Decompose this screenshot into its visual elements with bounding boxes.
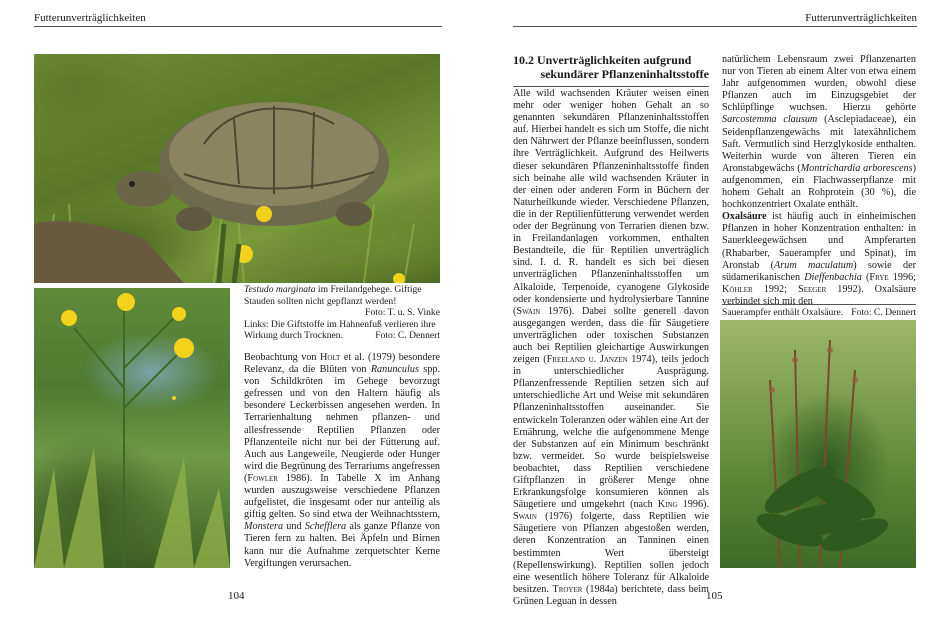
section-title-line1: Unverträglichkeiten aufgrund — [537, 53, 692, 67]
text-span: 1976). Dabei sollte generell davon ausgegangen werden, dass die für Säugetiere unverträglichen oder toxischen Substanzen auch bei Reptilien gleichartige Auswirkungen zeigen ( — [513, 305, 709, 366]
author-name: Troyer — [552, 583, 583, 595]
text-span: und — [283, 521, 305, 533]
page-number-left: 104 — [228, 590, 245, 602]
species-name: Dieffenbachia — [804, 271, 862, 283]
author-name: Freeland u. Janzen — [546, 354, 628, 366]
caption-credit-a: Foto: T. u. S. Vinke — [365, 307, 440, 318]
text-span: 1996; — [888, 271, 916, 283]
keyword-bold: Oxalsäure — [722, 211, 767, 223]
buttercup-photo — [34, 288, 230, 568]
buttercup-illustration — [34, 288, 230, 568]
body-text-left — [244, 352, 440, 570]
caption-species: Testudo marginata — [244, 284, 316, 295]
species-name: Sarcostemma clausum — [722, 114, 818, 126]
text-span: 1992). Oxalsäure verbindet sich mit den — [722, 283, 916, 307]
text-span: als ganze Pflanze von Tieren fern zu halten. Bei Äpfeln und Birnen kann nur die Aufnahme zerquetschter Kerne Vergiftungen verursachen. — [244, 521, 440, 569]
text-span: Alle wild wachsenden Kräuter weisen einen mehr oder weniger hohen Gehalt an so genannten sekundären Pflanzeninhaltsstoffen auf. Hierbei handelt es sich um Stoffe, die nicht den Nährwert der Pflanze beeinflussen, sondern ihre Verträglichkeit. Aufgrund des Heilwerts dieser sekundären Pflanzeninhaltsstoffe finden sich beinahe alle wild wachsenden Kräuter in der einen oder anderen Form in Büchern der Naturheilkunde wieder. Verschiedene Pflanzen, die in der Reptilienfütterung verwendet werden oder der Begrünung von Terrarien dienen bzw. in Freilandanlagen vorkommen, enthalten Bestandteile, die für Reptilien unverträglich sind. I. d. R. handelt es sich bei diesen unverträglichen Pflanzeninhaltsstoffen um Alkaloide, Terpenoide, cyanogene Glykoside oder kondensierte und hydrolysierbare Tannine ( — [513, 88, 709, 317]
right-page — [476, 0, 952, 618]
caption-text-b: Links: Die Giftstoffe im Hahnenfuß verlieren ihre Wirkung durch Trocknen. — [244, 318, 436, 341]
text-span: 1986). In Tabelle X im Anhang wurden auszugsweise verschiedene Pflanzen aufgelistet, die insgesamt oder nur anteilig als giftig gelten. So sind etwa der Weihnachtsstern, — [244, 472, 440, 521]
text-span: ) sowie der südamerikanischen — [722, 259, 916, 283]
author-name: Köhler — [722, 283, 753, 295]
caption-credit-b: Foto: C. Dennert — [375, 330, 440, 341]
tortoise-illustration — [34, 54, 440, 283]
section-title-line2: sekundärer Pflanzeninhaltsstoffe — [540, 66, 709, 81]
sorrel-illustration — [720, 320, 916, 568]
text-span: (1984a) berichtete, dass beim Grünen Leguan in dessen — [513, 583, 709, 607]
section-heading — [513, 54, 709, 87]
page-number-right: 105 — [706, 590, 723, 602]
genus-name: Ranunculus — [370, 364, 419, 376]
caption-credit: Foto: C. Dennert — [851, 307, 916, 318]
text-span: spp. von Schildkröten im Gehege bevorzugt gefressen und von den Haltern häufig als besondere Leckerbissen angesehen werden. In Terrarienhaltung nehmen pflanzen- und allesfressende Reptilien Pflanzen oder Pflanzenteile nicht nur bei der Fütterung auf. Auch aus Langeweile, Neugierde oder Hunger wird die Begrünung des Terrariums angefressen ( — [244, 364, 440, 484]
text-span: Beobachtung von — [244, 352, 321, 363]
text-span: ist häufig auch in einheimischen Pflanzen in hoher Konzentration enthalten: in Sauerkleegewächsen und Ampferarten (Rhabarber, Sauerampfer und Spinat), im Aronstab ( — [722, 211, 916, 271]
body-text-right-col1 — [513, 88, 709, 608]
text-span: 1992; — [752, 283, 799, 295]
photo-caption-right — [722, 304, 916, 319]
author-name: Frye — [869, 271, 889, 283]
author-name: Swain — [516, 305, 541, 317]
author-name: Holt — [320, 352, 341, 363]
section-number: 10.2 — [513, 53, 534, 67]
text-span: et al. (1979) besondere Relevanz, da die Blüten von — [244, 352, 440, 376]
body-text-right-col2 — [722, 54, 916, 308]
genus-name: Schefflera — [304, 521, 347, 533]
sorrel-photo — [720, 320, 916, 568]
running-head-right: Futterunverträglichkeiten — [513, 12, 917, 27]
text-span: (Asclepiadaceae), ein Seidenpflanzengewächs mit latexähnlichem Saft. Vermutlich sind Herzglykoside enthalten. Weiterhin wurde von älteren Tieren ein Aronstabgewächs ( — [722, 114, 917, 174]
author-name: Seeger — [798, 283, 827, 295]
author-name: Fowler — [247, 472, 278, 484]
genus-name: Monstera — [244, 521, 284, 533]
text-span: 1974), teils jedoch in unterschiedlicher Ausprägung. Pflanzenfressende Reptilien setzen sich auf unterschiedliche Art und Weise mit sekundären Pflanzeninhaltsstoffen auseinander. Sie entwickeln Toleranzen oder wählen eine Art der Ernährung, welche die aufgenommene Menge der Substanzen auf ein Minimum beschränkt bzw. vermeidet. So wurde beispielsweise beobachtet, dass Reptilien verschiedene Giftpflanzen in größerer Menge ohne Erkrankungsfolge konsumieren können als Säugetiere und umgekehrt (nach — [513, 354, 709, 511]
caption-text: Sauerampfer enthält Oxalsäure. — [722, 307, 844, 318]
running-head-left: Futterunverträglichkeiten — [34, 12, 442, 27]
author-name: Swain — [513, 511, 537, 523]
text-span: natürlichem Lebensraum zwei Pflanzenarten nur von Tieren ab einem Alter von etwa einem Jahr aufgenommen wurden, obwohl diese Pflanzen auch im Einzugsgebiet der Schlüpflinge wuchsen. Hierzu gehörte — [722, 54, 916, 114]
tortoise-photo — [34, 54, 440, 283]
text-span: (1976) folgerte, dass Reptilien wie Säugetiere von Pflanzen abgestoßen werden, deren Konzentration an Tanninen einen bestimmten Wert übersteigt (Repellenswirkung). Reptilien sollen jedoch eine wesentlich höhere Toleranz für Alkaloide besitzen. — [513, 511, 709, 595]
text-span: ) aufgenommen, ein Flachwasserpflanze mit hohem Gehalt an Rohprotein (30 %), die hochkonzentriert Oxalate enthält. — [722, 162, 916, 211]
text-span: 1996). — [677, 499, 709, 511]
text-span: ( — [861, 271, 870, 283]
author-name: King — [657, 499, 678, 511]
caption-text-a: im Freilandgehege. Giftige Stauden sollten nicht gepflanzt werden! — [244, 284, 422, 307]
species-name: Arum maculatum — [774, 259, 854, 271]
species-name: Montrichardia arborescens — [800, 162, 913, 174]
photo-caption-left — [244, 284, 440, 342]
